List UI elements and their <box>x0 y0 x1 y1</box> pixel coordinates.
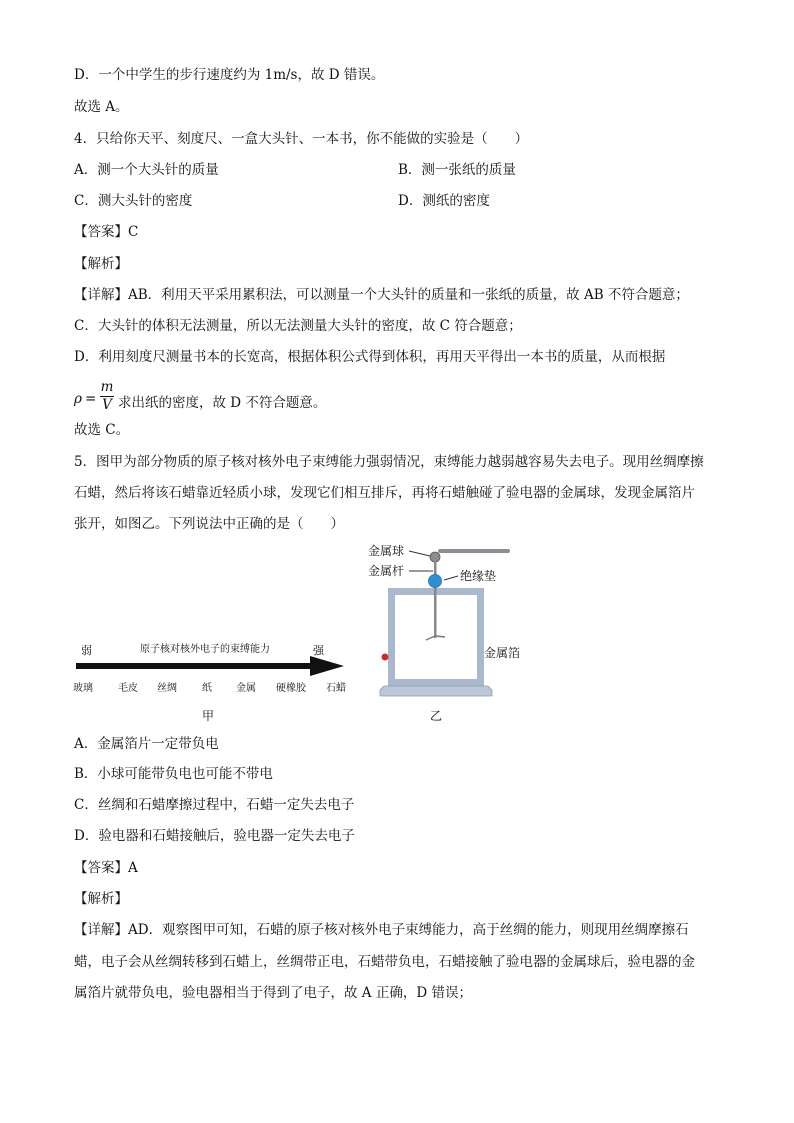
metal-rod-label: 金属杆 <box>368 564 405 578</box>
insulation-pad-label: 绝缘垫 <box>460 569 497 583</box>
metal-ball <box>430 552 440 562</box>
analysis-label: 【解析】 <box>74 891 128 907</box>
detail-line: 求出纸的密度，故 D 不符合题意。 <box>118 395 327 411</box>
rho-symbol: ρ <box>74 391 82 407</box>
question-5-stem: 5．图甲为部分物质的原子核对核外电子束缚能力强弱情况，束缚能力越弱越容易失去电子。现用丝绸摩擦 <box>74 454 704 470</box>
detail-line: 【详解】AB．利用天平采用累积法，可以测量一个大头针的质量和一张纸的质量，故 AB 不符合题意； <box>74 287 689 303</box>
material-label: 硬橡胶 <box>276 683 306 694</box>
figure-jia-title: 原子核对核外电子的束缚能力 <box>140 644 270 655</box>
question-5-stem: 石蜡，然后将该石蜡靠近轻质小球，发现它们相互排斥，再将石蜡触碰了验电器的金属球，发现金属箔片 <box>74 485 695 501</box>
figure-yi <box>364 540 544 725</box>
analysis-label: 【解析】 <box>74 256 128 272</box>
option-c: C．测大头针的密度 <box>74 193 193 209</box>
arrow-shaft <box>76 663 314 669</box>
metal-rod-inner <box>434 588 437 638</box>
material-label: 毛皮 <box>118 683 138 694</box>
arrow-head <box>310 656 344 676</box>
fraction <box>100 380 114 413</box>
material-label: 纸 <box>202 683 212 694</box>
option-d: D．测纸的密度 <box>398 193 490 209</box>
option-a: A．测一个大头针的质量 <box>74 162 219 178</box>
figure-caption: 乙 <box>430 709 443 723</box>
option-b: B．测一张纸的质量 <box>398 162 516 178</box>
leader-line <box>444 576 458 580</box>
detail-line: D．利用刻度尺测量书本的长宽高，根据体积公式得到体积，再用天平得出一本书的质量，从而根据 <box>74 349 666 365</box>
material-label: 石蜡 <box>326 683 346 694</box>
material-label: 玻璃 <box>73 683 93 694</box>
fraction-numerator: m <box>100 379 114 395</box>
figure-jia <box>70 638 360 726</box>
fraction-denominator: V <box>102 397 112 413</box>
option-b: B．小球可能带负电也可能不带电 <box>74 766 273 782</box>
material-label: 丝绸 <box>157 683 177 694</box>
option-d: D．验电器和石蜡接触后，验电器一定失去电子 <box>74 828 355 844</box>
material-label: 金属 <box>236 683 256 694</box>
text-line: 故选 A。 <box>74 99 129 115</box>
answer-label: 【答案】A <box>74 860 138 876</box>
figure-caption: 甲 <box>202 709 215 723</box>
metal-foil <box>436 636 445 637</box>
insulation-pad <box>429 575 442 588</box>
question-5-stem: 张开，如图乙。下列说法中正确的是（ ） <box>74 516 344 532</box>
strong-label: 强 <box>313 644 324 657</box>
question-4-stem: 4．只给你天平、刻度尺、一盒大头针、一本书，你不能做的实验是（ ） <box>74 131 529 147</box>
answer-label: 【答案】C <box>74 224 139 240</box>
electroscope-base <box>380 686 492 696</box>
option-c: C．丝绸和石蜡摩擦过程中，石蜡一定失去电子 <box>74 797 355 813</box>
detail-line: 属箔片就带负电，验电器相当于得到了电子，故 A 正确，D 错误； <box>74 985 472 1001</box>
leader-line <box>409 551 430 556</box>
metal-ball-label: 金属球 <box>368 544 405 558</box>
select-line: 故选 C。 <box>74 422 130 438</box>
weak-label: 弱 <box>81 644 92 657</box>
text-line: D．一个中学生的步行速度约为 1m/s，故 D 错误。 <box>74 67 385 83</box>
detail-line: 【详解】AD．观察图甲可知，石蜡的原子核对核外电子束缚能力，高于丝绸的能力，则现用丝绸摩擦石 <box>74 922 689 938</box>
metal-foil-label: 金属箔 <box>484 646 521 660</box>
detail-line: 蜡，电子会从丝绸转移到石蜡上，丝绸带正电，石蜡带负电，石蜡接触了验电器的金属球后，验电器的金 <box>74 954 695 970</box>
ground-knob <box>382 654 389 661</box>
equals-sign: = <box>85 391 97 407</box>
detail-line: C．大头针的体积无法测量，所以无法测量大头针的密度，故 C 符合题意； <box>74 318 522 334</box>
paraffin-rod <box>438 549 510 553</box>
option-a: A．金属箔片一定带负电 <box>74 736 219 752</box>
